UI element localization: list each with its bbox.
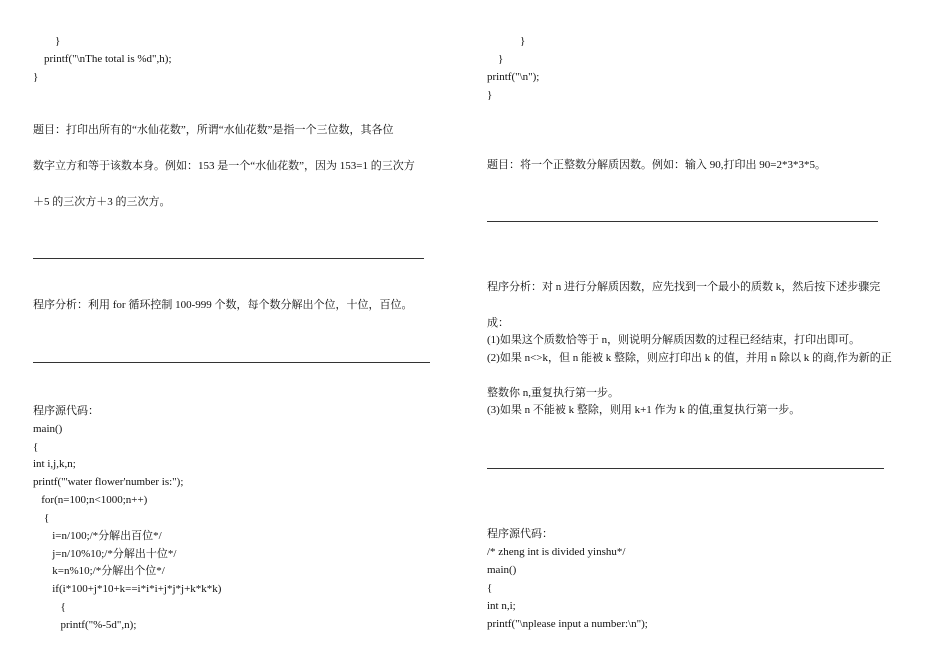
divider — [487, 468, 884, 469]
text-line: 题目：打印出所有的“水仙花数”，所谓“水仙花数”是指一个三位数，其各位 — [33, 124, 394, 136]
text-line: 程序分析：对 n 进行分解质因数，应先找到一个最小的质数 k，然后按下述步骤完 — [487, 281, 881, 293]
section-heading: 程序源代码： — [33, 405, 99, 417]
section-heading: 程序源代码： — [487, 528, 553, 540]
code-line: } — [487, 53, 504, 65]
divider — [33, 258, 424, 259]
divider — [487, 221, 878, 222]
text-line: (3)如果 n 不能被 k 整除，则用 k+1 作为 k 的值,重复执行第一步。 — [487, 404, 801, 416]
divider — [33, 362, 430, 363]
text-line: 整数你 n,重复执行第一步。 — [487, 387, 619, 399]
code-line: main() — [487, 564, 517, 576]
code-line: i=n/100;/*分解出百位*/ — [33, 530, 162, 542]
code-line: main() — [33, 423, 63, 435]
code-line: } — [487, 89, 493, 101]
text-line: 数字立方和等于该数本身。例如：153 是一个“水仙花数”，因为 153=1 的三次方 — [33, 160, 415, 172]
code-line: } — [33, 35, 61, 47]
text-line: (2)如果 n<>k，但 n 能被 k 整除，则应打印出 k 的值，并用 n 除以 k 的商,作为新的正 — [487, 352, 892, 364]
code-line: } — [487, 35, 526, 47]
text-line: (1)如果这个质数恰等于 n，则说明分解质因数的过程已经结束，打印出即可。 — [487, 334, 861, 346]
code-line: { — [487, 582, 493, 594]
code-line: { — [33, 441, 39, 453]
text-line: 成： — [487, 317, 509, 329]
code-line: /* zheng int is divided yinshu*/ — [487, 546, 626, 558]
text-line: ＋5 的三次方＋3 的三次方。 — [33, 196, 171, 208]
code-line: } — [33, 71, 39, 83]
code-line: for(n=100;n<1000;n++) — [33, 494, 148, 506]
text-line: 程序分析：利用 for 循环控制 100-999 个数，每个数分解出个位，十位，百位。 — [33, 299, 413, 311]
code-line: j=n/10%10;/*分解出十位*/ — [33, 548, 177, 560]
code-line: printf("'water flower'number is:"); — [33, 476, 184, 488]
code-line: printf("\n"); — [487, 71, 540, 83]
code-line: printf("%-5d",n); — [33, 619, 137, 631]
text-line: 题目：将一个正整数分解质因数。例如：输入 90,打印出 90=2*3*3*5。 — [487, 159, 826, 171]
code-line: k=n%10;/*分解出个位*/ — [33, 565, 165, 577]
code-line: printf("\nplease input a number:\n"); — [487, 618, 648, 630]
code-line: if(i*100+j*10+k==i*i*i+j*j*j+k*k*k) — [33, 583, 222, 595]
code-line: int n,i; — [487, 600, 516, 612]
code-line: int i,j,k,n; — [33, 458, 76, 470]
code-line: { — [33, 601, 66, 613]
code-line: { — [33, 512, 50, 524]
code-line: printf("\nThe total is %d",h); — [33, 53, 172, 65]
